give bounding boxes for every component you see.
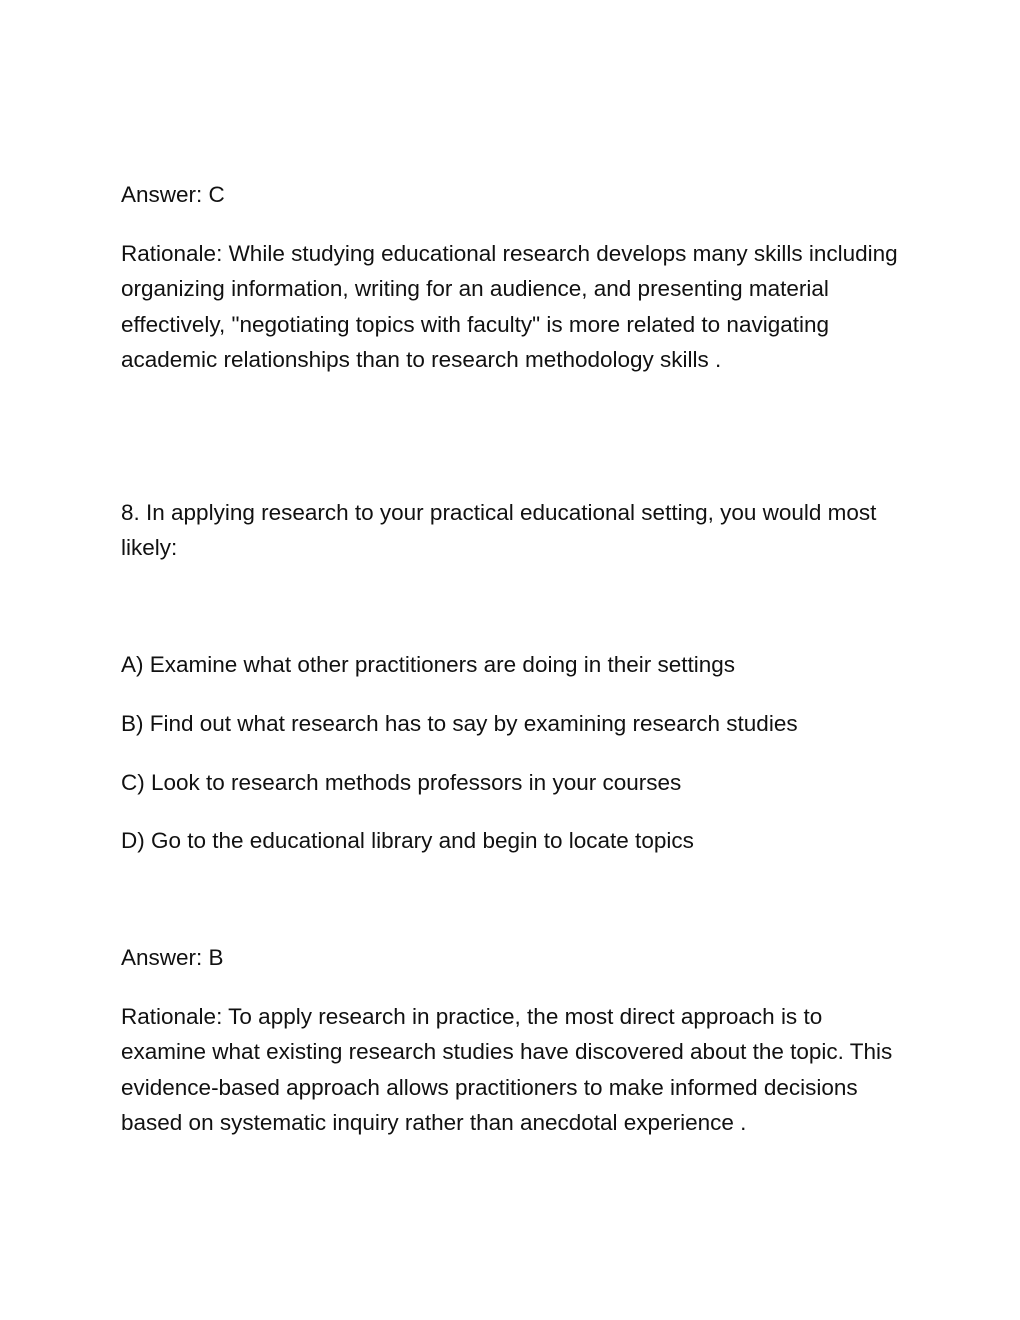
answer-option-d: D) Go to the educational library and begin to locate topics	[121, 828, 694, 853]
answer-text: Answer: B	[121, 945, 224, 970]
answer-option-c: C) Look to research methods professors in your courses	[121, 770, 682, 795]
rationale-text: Rationale: While studying educational research develops many skills including organizing information, writing for an audience, and presenting material effectively, "negotiating topics with faculty" is more related to navigating academic relationships than to research methodology skills .	[121, 241, 898, 372]
answer-option-b: B) Find out what research has to say by examining research studies	[121, 711, 798, 736]
answer-text: Answer: C	[121, 182, 225, 207]
rationale-text: Rationale: To apply research in practice, the most direct approach is to examine what existing research studies have discovered about the topic. This evidence-based approach allows practitioners to make informed decisions based on systematic inquiry rather than anecdotal experience .	[121, 1004, 893, 1135]
question-stem: 8. In applying research to your practical educational setting, you would most likely:	[121, 500, 877, 561]
answer-option-a: A) Examine what other practitioners are doing in their settings	[121, 652, 736, 677]
